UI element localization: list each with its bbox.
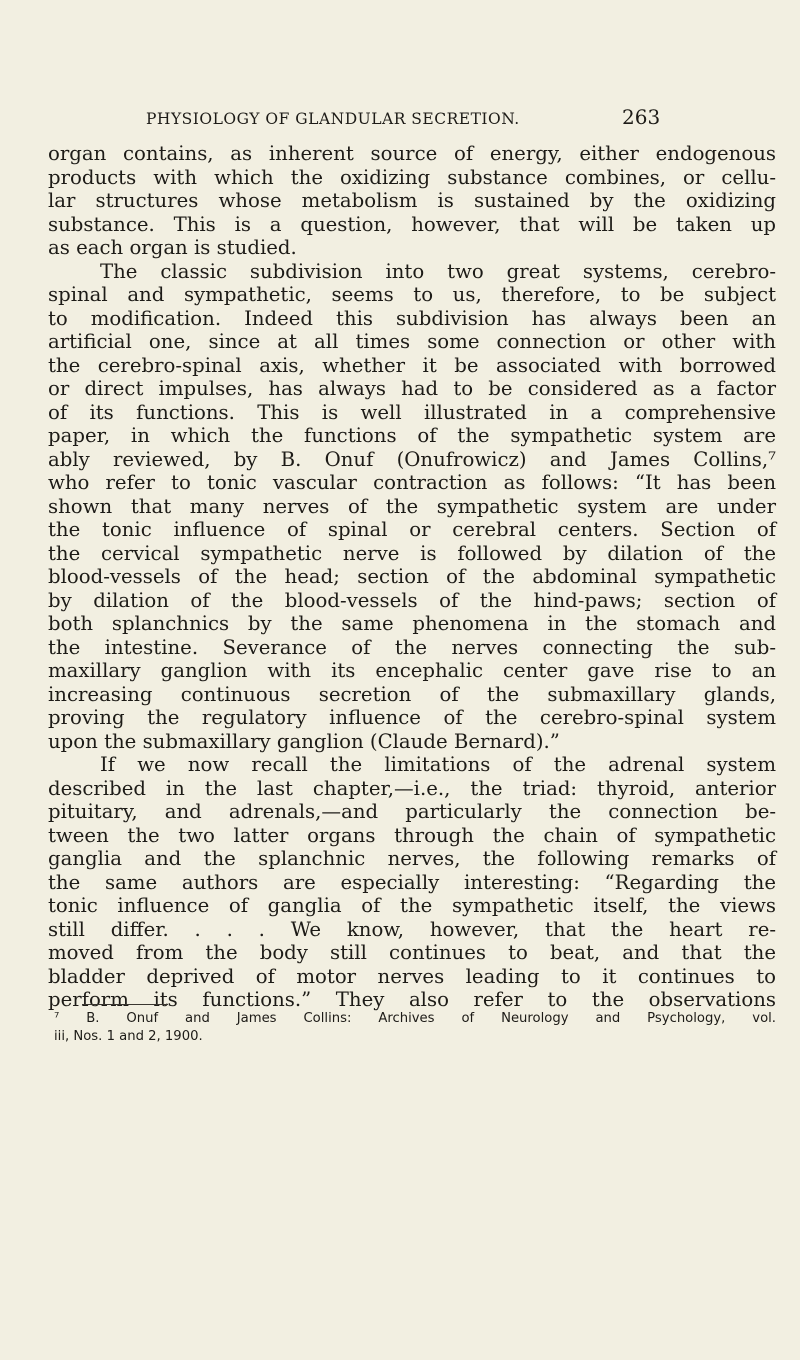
text-line: the cerebro-spinal axis, whether it be associated with borrowed xyxy=(48,353,776,377)
text-line: products with which the oxidizing substance combines, or cellu- xyxy=(48,165,776,189)
text-line: If we now recall the limitations of the adrenal system xyxy=(100,753,776,776)
text-line: substance. This is a question, however, that will be taken up xyxy=(48,212,776,236)
text-line: organ contains, as inherent source of energy, either endogenous xyxy=(48,142,776,165)
footnote-rule xyxy=(82,1004,168,1005)
text-line: increasing continuous secretion of the submaxillary glands, xyxy=(48,682,776,706)
body-text xyxy=(48,142,776,1012)
text-line: The classic subdivision into two great systems, cerebro- xyxy=(100,259,776,283)
text-line: upon the submaxillary ganglion (Claude Bernard).” xyxy=(48,729,560,753)
text-line: ganglia and the splanchnic nerves, the following remarks of xyxy=(48,847,776,870)
text-line: tonic influence of ganglia of the sympathetic itself, the views xyxy=(48,894,776,917)
text-line: ably reviewed, by B. Onuf (Onufrowicz) and James Collins,⁷ xyxy=(48,447,776,471)
text-line: still differ. . . . We know, however, that the heart re- xyxy=(48,917,776,941)
text-line: artificial one, since at all times some connection or other with xyxy=(48,330,776,353)
text-line: spinal and sympathetic, seems to us, therefore, to be subject xyxy=(48,283,776,306)
paragraph-3 xyxy=(48,753,776,1012)
text-line: shown that many nerves of the sympathetic system are under xyxy=(48,494,776,518)
footnote-line: iii, Nos. 1 and 2, 1900. xyxy=(54,1028,203,1044)
text-line: who refer to tonic vascular contraction as follows: “It has been xyxy=(48,471,776,494)
text-line: or direct impulses, has always had to be considered as a factor xyxy=(48,377,776,400)
text-line: moved from the body still continues to beat, and that the xyxy=(48,941,776,964)
text-line: perform its functions.” They also refer to the observations xyxy=(48,988,776,1011)
text-line: lar structures whose metabolism is sustained by the oxidizing xyxy=(48,189,776,212)
text-line: of its functions. This is well illustrated in a comprehensive xyxy=(48,400,776,424)
footnote-line: ⁷ B. Onuf and James Collins: Archives of Neurology and Psychology, vol. xyxy=(54,1011,776,1026)
text-line: the tonic influence of spinal or cerebral centers. Section of xyxy=(48,518,776,541)
paragraph-1 xyxy=(48,142,776,260)
text-line: both splanchnics by the same phenomena in the stomach and xyxy=(48,612,776,635)
text-line: to modification. Indeed this subdivision has always been an xyxy=(48,306,776,330)
text-line: as each organ is studied. xyxy=(48,236,297,259)
text-line: tween the two latter organs through the chain of sympathetic xyxy=(48,823,776,847)
running-head: PHYSIOLOGY OF GLANDULAR SECRETION. xyxy=(146,110,520,128)
text-line: paper, in which the functions of the sympathetic system are xyxy=(48,424,776,447)
text-line: the cervical sympathetic nerve is followed by dilation of the xyxy=(48,541,776,565)
text-line: bladder deprived of motor nerves leading to it continues to xyxy=(48,964,776,988)
text-line: by dilation of the blood-vessels of the hind-paws; section of xyxy=(48,588,776,612)
text-line: maxillary ganglion with its encephalic center gave rise to an xyxy=(48,659,776,682)
text-line: the same authors are especially interesting: “Regarding the xyxy=(48,870,776,894)
text-line: described in the last chapter,—i.e., the triad: thyroid, anterior xyxy=(48,776,776,800)
text-line: pituitary, and adrenals,—and particularly the connection be- xyxy=(48,800,776,823)
text-line: proving the regulatory influence of the cerebro-spinal system xyxy=(48,706,776,729)
text-line: the intestine. Severance of the nerves connecting the sub- xyxy=(48,635,776,659)
page-number: 263 xyxy=(622,105,661,129)
footnote xyxy=(54,1010,776,1045)
text-line: blood-vessels of the head; section of the abdominal sympathetic xyxy=(48,565,776,588)
paragraph-2 xyxy=(48,260,776,754)
